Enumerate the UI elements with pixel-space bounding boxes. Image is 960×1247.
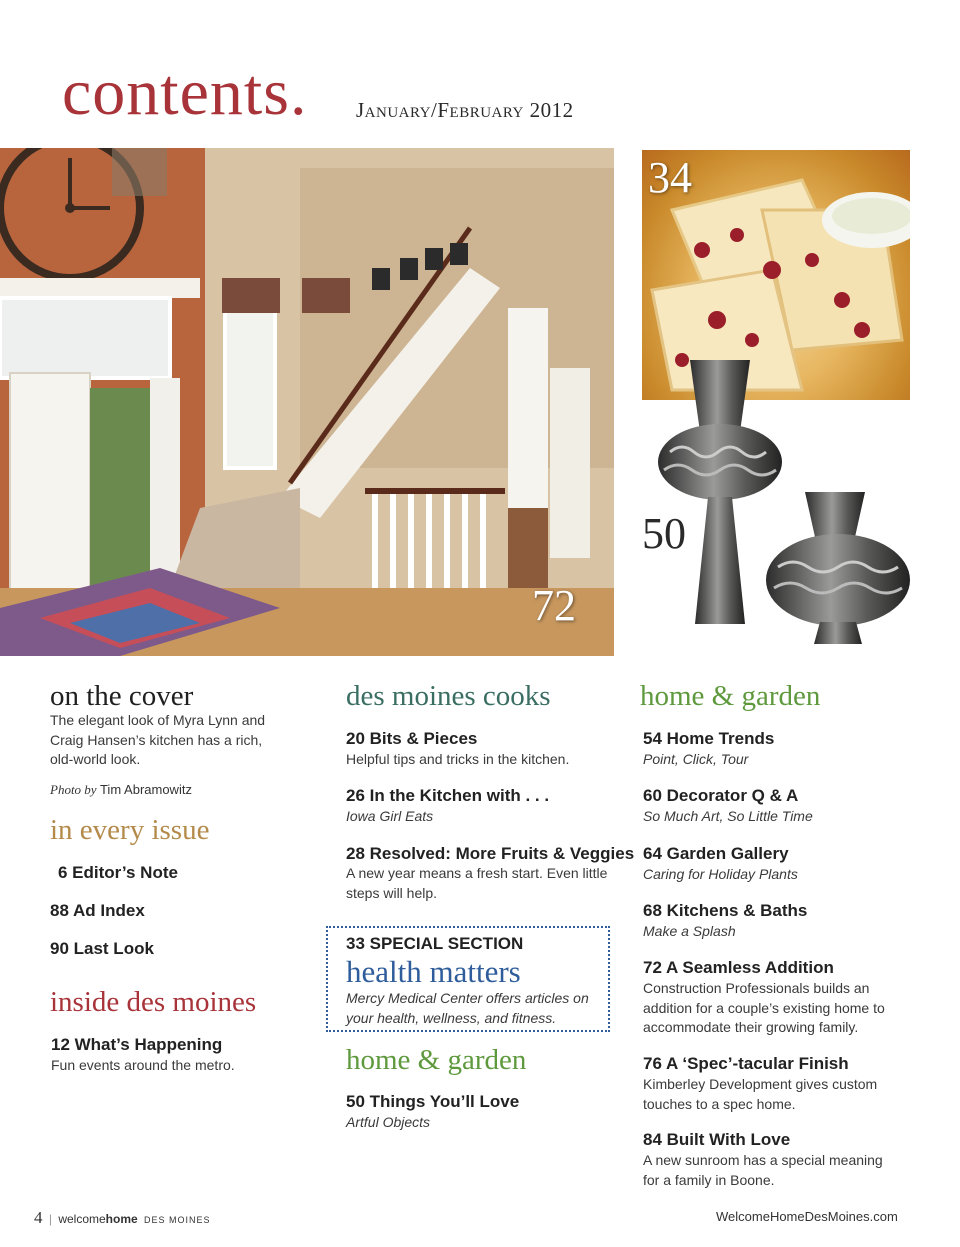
vases-photo	[640, 352, 920, 648]
in-the-kitchen-desc: Iowa Girl Eats	[346, 808, 434, 824]
garden-gallery-desc: Caring for Holiday Plants	[643, 866, 798, 882]
list-item-things-youll-love[interactable]: 50 Things You’ll Love	[346, 1092, 520, 1111]
home-garden-heading-right: home & garden	[640, 680, 821, 712]
brand-home: home	[105, 1212, 138, 1226]
list-item-decorator-qa[interactable]: 60 Decorator Q & A	[643, 786, 799, 805]
list-item-built-with-love[interactable]: 84 Built With Love	[643, 1130, 791, 1149]
built-with-love-desc: A new sunroom has a special meaning for a family in Boone.	[643, 1152, 883, 1188]
brand-des-moines: DES MOINES	[144, 1215, 211, 1225]
page-number: 4	[34, 1208, 43, 1227]
photo-credit	[50, 782, 192, 798]
footer-url[interactable]: WelcomeHomeDesMoines.com	[716, 1209, 898, 1224]
footer-left	[34, 1208, 211, 1228]
list-item-bits-pieces[interactable]: 20 Bits & Pieces	[346, 729, 478, 748]
interior-page-number: 72	[532, 581, 576, 630]
special-section-box[interactable]	[326, 926, 610, 1032]
cover-interior-photo	[0, 148, 614, 656]
bits-pieces-desc: Helpful tips and tricks in the kitchen.	[346, 751, 570, 767]
footer-divider: |	[48, 1212, 52, 1226]
list-item-spec-tacular[interactable]: 76 A ‘Spec’-tacular Finish	[643, 1054, 849, 1073]
health-matters-title: health matters	[346, 954, 521, 989]
seamless-addition-desc: Construction Professionals builds an addition for a couple’s existing home to accommodate their growing family.	[643, 980, 885, 1036]
spec-tacular-desc: Kimberley Development gives custom touches to a spec home.	[643, 1076, 878, 1112]
special-section-label: 33 SPECIAL SECTION	[346, 934, 524, 953]
list-item-garden-gallery[interactable]: 64 Garden Gallery	[643, 844, 789, 863]
brand-welcome: welcome	[58, 1212, 106, 1226]
page-title: contents.	[62, 56, 308, 129]
cover-description: The elegant look of Myra Lynn and Craig Hansen’s kitchen has a rich, old-world look.	[50, 712, 266, 768]
list-item-home-trends[interactable]: 54 Home Trends	[643, 729, 775, 748]
health-matters-desc: Mercy Medical Center offers articles on your health, wellness, and fitness.	[346, 990, 589, 1027]
photo-credit-prefix: Photo by	[50, 782, 97, 797]
whats-happening-desc: Fun events around the metro.	[51, 1057, 235, 1073]
list-item-seamless-addition[interactable]: 72 A Seamless Addition	[643, 958, 834, 977]
list-item-editors-note[interactable]: 6 Editor’s Note	[58, 863, 178, 882]
decorator-qa-desc: So Much Art, So Little Time	[643, 808, 813, 824]
on-the-cover-heading: on the cover	[50, 680, 194, 712]
list-item-ad-index[interactable]: 88 Ad Index	[50, 901, 145, 920]
interior-illustration	[0, 148, 614, 656]
vases-page-number: 50	[642, 509, 686, 558]
list-item-in-the-kitchen[interactable]: 26 In the Kitchen with . . .	[346, 786, 550, 805]
list-item-last-look[interactable]: 90 Last Look	[50, 939, 154, 958]
resolved-desc: A new year means a fresh start. Even little steps will help.	[346, 865, 608, 901]
inside-des-moines-heading: inside des moines	[50, 986, 257, 1018]
issue-date: January/February 2012	[356, 98, 574, 122]
list-item-whats-happening[interactable]: 12 What’s Happening	[51, 1035, 223, 1054]
des-moines-cooks-heading: des moines cooks	[346, 680, 551, 712]
food-page-number: 34	[648, 153, 692, 202]
kitchens-baths-desc: Make a Splash	[643, 923, 736, 939]
home-trends-desc: Point, Click, Tour	[643, 751, 749, 767]
things-youll-love-desc: Artful Objects	[346, 1114, 431, 1130]
in-every-issue-heading: in every issue	[50, 814, 210, 846]
list-item-resolved[interactable]: 28 Resolved: More Fruits & Veggies	[346, 844, 635, 863]
vases-illustration	[640, 352, 920, 648]
photo-credit-name: Tim Abramowitz	[99, 782, 192, 797]
home-garden-heading-mid: home & garden	[346, 1044, 527, 1076]
list-item-kitchens-baths[interactable]: 68 Kitchens & Baths	[643, 901, 808, 920]
